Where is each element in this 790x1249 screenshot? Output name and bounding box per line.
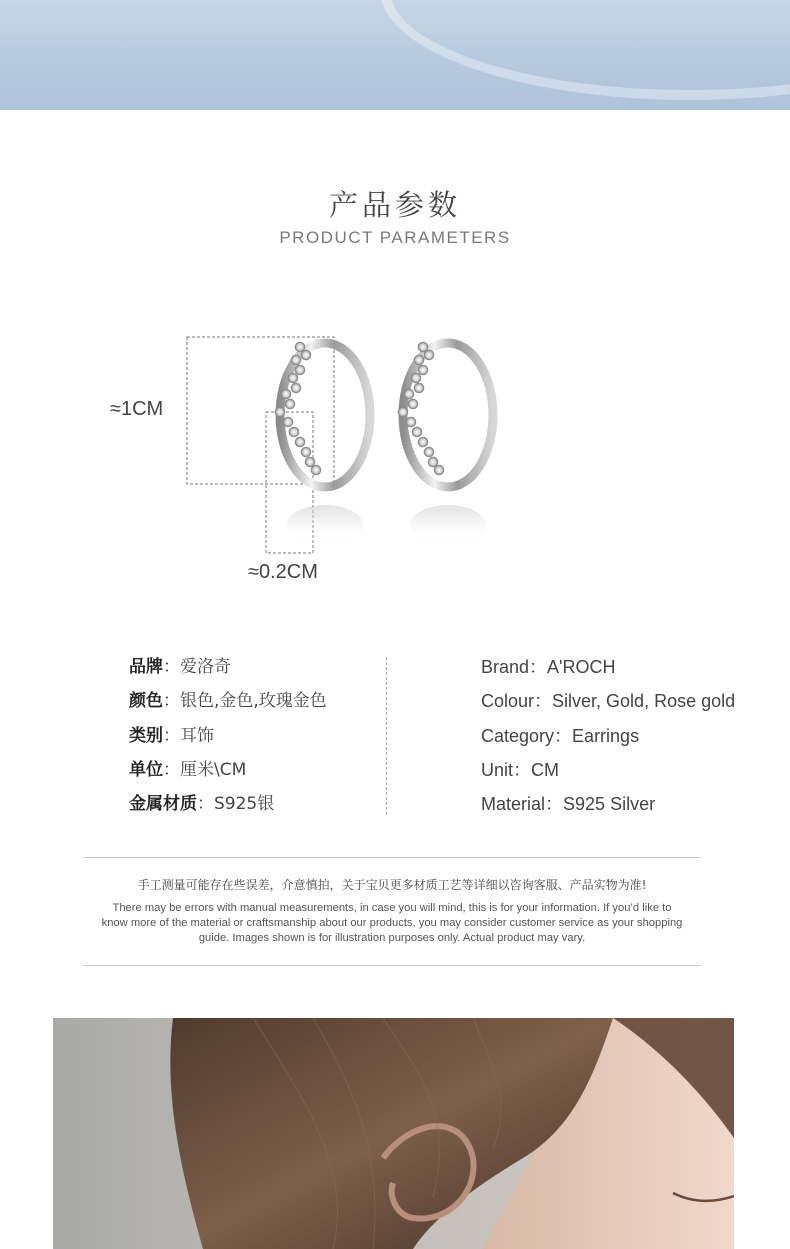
param-row-brand-en: Brand：A'ROCH [481,657,616,677]
param-row-brand-cn: 品牌：爱洛奇 [129,657,231,677]
params-list-en [481,656,735,827]
width-dimension-label: ≈0.2CM [248,561,318,583]
left-earring [275,342,370,545]
param-row-material-cn: 金属材质：S925银 [129,794,275,815]
notice-text-en: There may be errors with manual measurements, in case you will mind, this is for your information. If you’d like to know more of the material or craftsmanship about our products, you may consider customer service as your shopping guide. Images shown is for illustration purposes only. Actual product may vary. [101,902,683,944]
param-row-unit-en: Unit：CM [481,759,560,780]
section-title-cn: 产品参数 [328,188,461,222]
params-column-divider [386,657,387,815]
model-photo [53,1018,734,1249]
right-earring [398,342,493,545]
param-row-material-en: Material：S925 Silver [481,794,656,815]
section-title-en: PRODUCT PARAMETERS [279,228,511,247]
banner-decoration [380,0,790,100]
top-banner-image [0,0,790,110]
earrings-product-image [100,320,540,600]
param-row-color-cn: 颜色：银色,金色,玫瑰金色 [129,691,327,712]
height-dimension-label: ≈1CM [110,398,164,420]
param-row-unit-cn: 单位：厘米\CM [129,759,247,780]
notice-text-cn: 手工测量可能存在些误差，介意慎拍，关于宝贝更多材质工艺等详细以咨询客服、产品实物为准! [137,878,647,892]
param-row-category-cn: 类别：耳饰 [129,725,214,746]
notice-top-divider [83,857,701,858]
param-row-colour-en: Colour：Silver, Gold, Rose gold [481,691,736,712]
params-list-cn [129,656,327,827]
notice-bottom-divider [83,965,701,966]
param-row-category-en: Category：Earrings [481,725,640,746]
